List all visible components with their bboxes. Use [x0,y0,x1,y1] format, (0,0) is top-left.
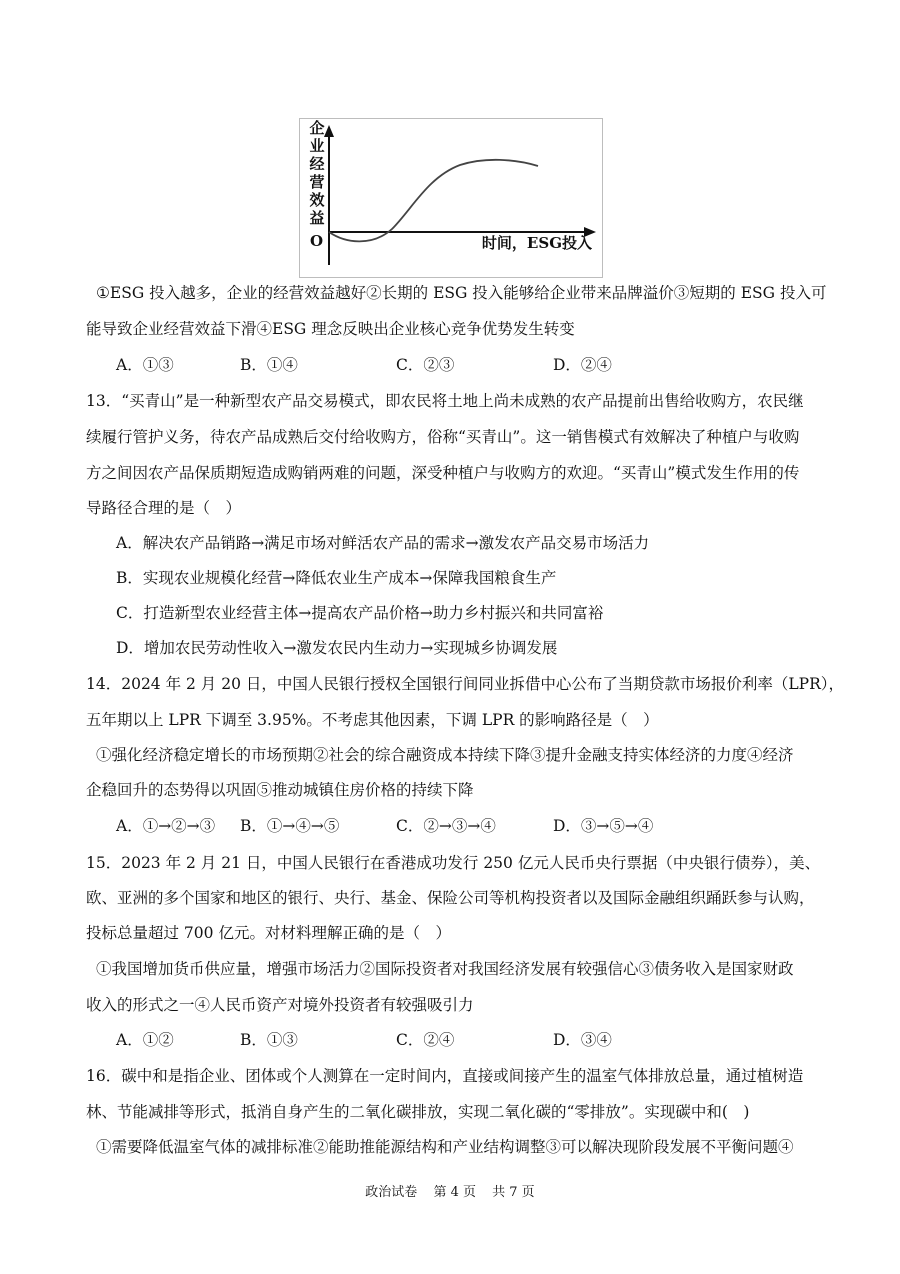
q14-line1: 14．2024 年 2 月 20 日，中国人民银行授权全国银行间同业拆借中心公布了当期贷款市场报价利率（LPR）， [86,675,845,693]
q16-statement-line1: ①需要降低温室气体的减排标准②能助推能源结构和产业结构调整③可以解决现阶段发展不平衡问题④ [96,1138,794,1156]
q15-option-b[interactable]: B．①③ [240,1031,298,1049]
q15-option-a[interactable]: A．①② [116,1031,174,1049]
q13-line3: 方之间因农产品保质期短造成购销两难的问题，深受种植户与收购方的欢迎。“买青山”模式发生作用的传 [86,464,800,482]
q12-option-d[interactable]: D．②④ [553,356,612,374]
origin-label: O [310,232,324,250]
q15-line1: 15．2023 年 2 月 21 日，中国人民银行在香港成功发行 250 亿元人民币央行票据（中央银行债券），美、 [86,854,821,872]
footer-page-number: 第 4 页 [433,1185,476,1200]
q13-line2: 续履行管护义务，待农产品成熟后交付给收购方，俗称“买青山”。这一销售模式有效解决了种植户与收购 [86,428,800,446]
q14-statement-line2: 企稳回升的态势得以巩固⑤推动城镇住房价格的持续下降 [86,781,474,799]
esg-chart-svg [300,119,602,277]
esg-curve [329,160,538,242]
q16-line1: 16．碳中和是指企业、团体或个人测算在一定时间内，直接或间接产生的温室气体排放总量，通过植树造 [86,1067,804,1085]
q14-option-c[interactable]: C．②→③→④ [396,817,496,835]
q12-option-a[interactable]: A．①③ [116,356,174,374]
q12-option-c[interactable]: C．②③ [396,356,455,374]
q13-option-a[interactable]: A．解决农产品销路→满足市场对鲜活农产品的需求→激发农产品交易市场活力 [116,534,650,552]
q12-option-b[interactable]: B．①④ [240,356,298,374]
q13-option-d[interactable]: D．增加农民劳动性收入→激发农民内生动力→实现城乡协调发展 [116,639,558,657]
q14-option-a[interactable]: A．①→②→③ [116,817,216,835]
q14-option-d[interactable]: D．③→⑤→④ [553,817,654,835]
q15-line3: 投标总量超过 700 亿元。对材料理解正确的是（ ） [86,924,451,942]
q16-line2: 林、节能减排等形式，抵消自身产生的二氧化碳排放，实现二氧化碳的“零排放”。实现碳中和( ) [86,1103,750,1121]
q13-option-c[interactable]: C．打造新型农业经营主体→提高农产品价格→助力乡村振兴和共同富裕 [116,604,604,622]
q15-option-d[interactable]: D．③④ [553,1031,612,1049]
q15-option-c[interactable]: C．②④ [396,1031,455,1049]
y-axis-label: 企业经营效益 [309,119,325,227]
q14-statement-line1: ①强化经济稳定增长的市场预期②社会的综合融资成本持续下降③提升金融支持实体经济的力度④经济 [96,746,794,764]
q15-statement-line1: ①我国增加货币供应量，增强市场活力②国际投资者对我国经济发展有较强信心③债务收入是国家财政 [96,960,794,978]
page-footer [0,1181,900,1200]
footer-subject: 政治试卷 [365,1185,418,1200]
q14-line2: 五年期以上 LPR 下调至 3.95%。不考虑其他因素，下调 LPR 的影响路径是（ ） [86,711,659,729]
q14-option-b[interactable]: B．①→④→⑤ [240,817,340,835]
q13-line1: 13．“买青山”是一种新型农产品交易模式，即农民将土地上尚未成熟的农产品提前出售给收购方，农民继 [86,392,804,410]
q12-statement-line2: 能导致企业经营效益下滑④ESG 理念反映出企业核心竞争优势发生转变 [86,320,575,338]
footer-total-pages: 共 7 页 [492,1185,535,1200]
q13-line4: 导路径合理的是（ ） [86,499,242,517]
q15-statement-line2: 收入的形式之一④人民币资产对境外投资者有较强吸引力 [86,996,474,1014]
x-axis-label: 时间，ESG投入 [481,234,592,252]
esg-figure [299,118,603,278]
q13-option-b[interactable]: B．实现农业规模化经营→降低农业生产成本→保障我国粮食生产 [116,569,557,587]
q15-line2: 欧、亚洲的多个国家和地区的银行、央行、基金、保险公司等机构投资者以及国际金融组织踊跃参与认购， [86,889,815,907]
q12-statement-line1: ①ESG 投入越多，企业的经营效益越好②长期的 ESG 投入能够给企业带来品牌溢价③短期的 ESG 投入可 [96,284,827,302]
